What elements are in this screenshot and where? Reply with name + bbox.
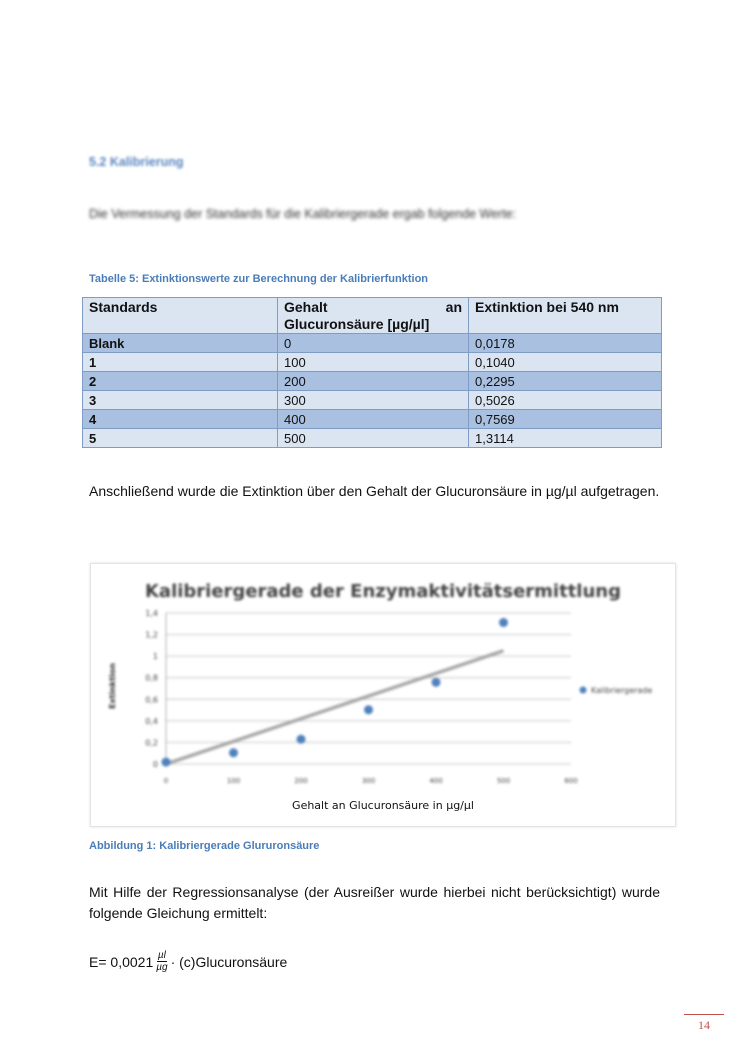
header-standards: Standards xyxy=(83,298,278,334)
regression-equation xyxy=(89,950,287,973)
calibration-table xyxy=(82,297,662,448)
table-row xyxy=(83,410,662,429)
cell-extinktion: 0,5026 xyxy=(469,391,662,410)
y-tick-label: 0,6 xyxy=(145,695,158,705)
header-gehalt-line2: Glucuronsäure [µg/µl] xyxy=(284,316,430,332)
x-tick-label: 600 xyxy=(564,777,578,785)
cell-standard: Blank xyxy=(83,334,278,353)
figure-caption: Abbildung 1: Kalibriergerade Glururonsäure xyxy=(89,840,320,852)
table-caption: Tabelle 5: Extinktionswerte zur Berechnung der Kalibrierfunktion xyxy=(89,273,429,285)
table-row xyxy=(83,429,662,448)
cell-gehalt: 500 xyxy=(278,429,469,448)
y-tick-label: 1 xyxy=(152,652,158,662)
data-point xyxy=(432,678,441,687)
cell-extinktion: 1,3114 xyxy=(469,429,662,448)
cell-extinktion: 0,7569 xyxy=(469,410,662,429)
legend-marker xyxy=(580,687,587,694)
cell-gehalt: 300 xyxy=(278,391,469,410)
header-an-word: an xyxy=(445,299,462,315)
equation-numerator: µl xyxy=(157,950,166,961)
cell-extinktion: 0,1040 xyxy=(469,353,662,372)
chart-title: Kalibriergerade der Enzymaktivitätsermittlung xyxy=(144,581,622,602)
section-heading: 5.2 Kalibrierung xyxy=(89,155,184,169)
legend-label: Kalibriergerade xyxy=(591,686,653,695)
y-tick-label: 0,8 xyxy=(145,673,158,683)
y-tick-label: 1,2 xyxy=(145,630,158,640)
table-row xyxy=(83,391,662,410)
chart-trendline xyxy=(166,651,504,764)
chart-svg xyxy=(91,564,675,826)
cell-extinktion: 0,0178 xyxy=(469,334,662,353)
data-point xyxy=(364,705,373,714)
x-tick-label: 0 xyxy=(163,777,169,785)
y-tick-label: 0 xyxy=(152,760,158,769)
cell-standard: 3 xyxy=(83,391,278,410)
data-point xyxy=(499,618,508,627)
paragraph-plot-description: Anschließend wurde die Extinktion über den Gehalt der Glucuronsäure in µg/µl aufgetragen. xyxy=(89,483,660,499)
chart-blurred-layer xyxy=(91,564,675,826)
cell-standard: 5 xyxy=(83,429,278,448)
paragraph-regression: Mit Hilfe der Regressionsanalyse (der Ausreißer wurde hierbei nicht berücksichtigt) wurde folgende Gleichung ermittelt: xyxy=(89,884,660,921)
cell-standard: 4 xyxy=(83,410,278,429)
cell-gehalt: 100 xyxy=(278,353,469,372)
x-axis-label: Gehalt an Glucuronsäure in µg/µl xyxy=(292,799,474,812)
chart-gridlines xyxy=(166,613,571,764)
y-tick-label: 0,4 xyxy=(145,716,158,726)
data-point xyxy=(162,758,171,767)
cell-gehalt: 200 xyxy=(278,372,469,391)
intro-text: Die Vermessung der Standards für die Kalibriergerade ergab folgende Werte: xyxy=(89,207,517,221)
x-tick-label: 400 xyxy=(429,777,443,785)
trendline xyxy=(166,651,504,764)
cell-extinktion: 0,2295 xyxy=(469,372,662,391)
x-tick-label: 300 xyxy=(361,777,376,785)
equation-fraction xyxy=(156,950,167,973)
cell-standard: 2 xyxy=(83,372,278,391)
y-tick-label: 0,2 xyxy=(145,738,158,748)
equation-prefix: E= 0,0021 xyxy=(89,953,154,970)
data-point xyxy=(229,748,238,757)
chart-legend xyxy=(580,686,653,695)
header-gehalt-word: Gehalt xyxy=(284,299,328,315)
calibration-chart xyxy=(90,563,676,827)
cell-standard: 1 xyxy=(83,353,278,372)
y-tick-label: 1,4 xyxy=(145,609,158,618)
table-row xyxy=(83,334,662,353)
x-tick-label: 100 xyxy=(226,777,241,785)
table-header-row xyxy=(83,298,662,334)
header-extinktion: Extinktion bei 540 nm xyxy=(469,298,662,334)
table-row xyxy=(83,353,662,372)
header-gehalt xyxy=(278,298,469,334)
x-tick-label: 500 xyxy=(496,777,511,785)
chart-points xyxy=(162,618,509,767)
page-number: 14 xyxy=(684,1014,724,1033)
y-axis-label: Extinktion xyxy=(108,663,117,709)
cell-gehalt: 400 xyxy=(278,410,469,429)
data-point xyxy=(297,735,306,744)
equation-denominator: µg xyxy=(156,962,168,973)
cell-gehalt: 0 xyxy=(278,334,469,353)
x-tick-label: 200 xyxy=(294,777,308,785)
table-row xyxy=(83,372,662,391)
equation-suffix: · (c)Glucuronsäure xyxy=(170,953,288,970)
